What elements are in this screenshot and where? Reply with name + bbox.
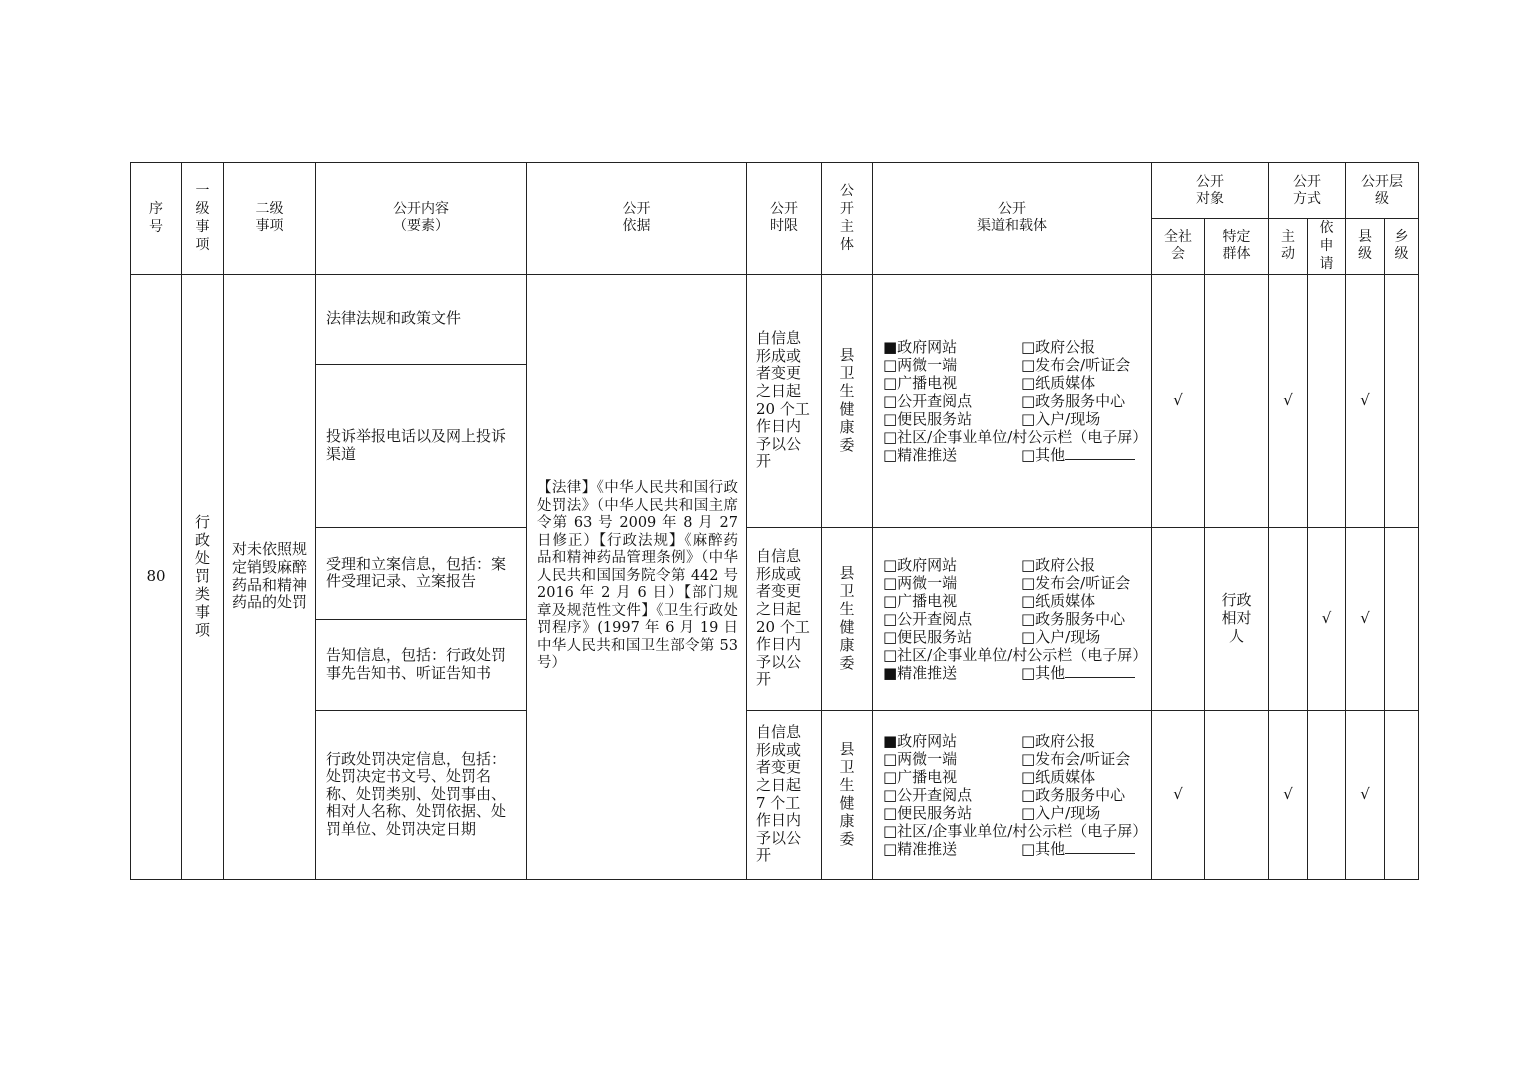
channel-option: □两微一端 xyxy=(883,355,958,374)
header-basis: 公开 依据 xyxy=(527,163,747,275)
method-request-check: √ xyxy=(1308,527,1346,710)
channel-option: ■精准推送 xyxy=(883,663,958,682)
channel-option: □广播电视 xyxy=(883,767,958,786)
header-level-county: 县 级 xyxy=(1346,219,1385,275)
channel-option: □入户/现场 xyxy=(1021,627,1101,646)
group-subject: 县卫生健康委 xyxy=(822,710,873,879)
method-active-check xyxy=(1269,527,1308,710)
row-seq: 80 xyxy=(131,274,182,879)
header-channel: 公开 渠道和载体 xyxy=(873,163,1152,275)
header-level-town: 乡 级 xyxy=(1385,219,1419,275)
group-time: 自信息形成或者变更之日起 7 个工作日内予以公开 xyxy=(747,710,822,879)
channel-option: □纸质媒体 xyxy=(1021,373,1096,392)
group-channels xyxy=(873,710,1152,879)
level-town-check xyxy=(1385,527,1419,710)
header-method: 公开 方式 xyxy=(1269,163,1346,219)
content-item: 法律法规和政策文件 xyxy=(316,274,527,364)
channel-option: □公开查阅点 xyxy=(883,391,973,410)
row-level2: 对未依照规定销毁麻醉药品和精神药品的处罚 xyxy=(224,274,316,879)
channel-option: □广播电视 xyxy=(883,373,958,392)
table-row xyxy=(131,274,1419,364)
header-method-request: 依申请 xyxy=(1308,219,1346,275)
channel-option: □公开查阅点 xyxy=(883,609,973,628)
header-level: 公开层 级 xyxy=(1346,163,1419,219)
target-all-check: √ xyxy=(1152,274,1205,527)
level-county-check: √ xyxy=(1346,527,1385,710)
channel-option: □政府公报 xyxy=(1021,337,1096,356)
channel-option: □广播电视 xyxy=(883,591,958,610)
method-request-check xyxy=(1308,710,1346,879)
channel-option: □政府公报 xyxy=(1021,555,1096,574)
channel-option: □社区/企事业单位/村公示栏（电子屏） xyxy=(883,427,1148,446)
content-item: 投诉举报电话以及网上投诉渠道 xyxy=(316,364,527,527)
channel-option: □两微一端 xyxy=(883,573,958,592)
channel-option: □政务服务中心 xyxy=(1021,609,1126,628)
method-active-check: √ xyxy=(1269,274,1308,527)
header-subject: 公开主体 xyxy=(822,163,873,275)
header-method-active: 主 动 xyxy=(1269,219,1308,275)
channel-option: □社区/企事业单位/村公示栏（电子屏） xyxy=(883,645,1148,664)
table-row xyxy=(131,527,1419,619)
method-request-check xyxy=(1308,274,1346,527)
level-county-check: √ xyxy=(1346,274,1385,527)
target-specific: 行政相对人 xyxy=(1205,527,1269,710)
group-channels xyxy=(873,527,1152,710)
header-level2: 二级 事项 xyxy=(224,163,316,275)
blank-line xyxy=(1065,840,1135,854)
header-seq: 序号 xyxy=(131,163,182,275)
target-all-check: √ xyxy=(1152,710,1205,879)
header-time: 公开 时限 xyxy=(747,163,822,275)
channel-option-other: □其他 xyxy=(1021,664,1135,682)
channel-option: □政务服务中心 xyxy=(1021,391,1126,410)
channel-option: □入户/现场 xyxy=(1021,409,1101,428)
channel-option-other: □其他 xyxy=(1021,840,1135,858)
content-item: 告知信息，包括：行政处罚事先告知书、听证告知书 xyxy=(316,619,527,710)
content-item: 行政处罚决定信息，包括：处罚决定书文号、处罚名称、处罚类别、处罚事由、相对人名称、处罚依据、处罚单位、处罚决定日期 xyxy=(316,710,527,879)
channel-option: □政府网站 xyxy=(883,555,958,574)
row-basis: 【法律】《中华人民共和国行政处罚法》（中华人民共和国主席令第 63 号 2009 年 8 月 27 日修正）【行政法规】《麻醉药品和精神药品管理条例》（中华人民共和国国务院令第 442 号 2016 年 2 月 6 日）【部门规章及规范性文件】《卫生行政处罚程序》(1997 年 6 月 19 日中华人民共和国卫生部令第 53 号） xyxy=(527,274,747,879)
level-county-check: √ xyxy=(1346,710,1385,879)
group-subject: 县卫生健康委 xyxy=(822,274,873,527)
channel-option: ■政府网站 xyxy=(883,337,958,356)
channel-option: □便民服务站 xyxy=(883,803,973,822)
channel-option-other: □其他 xyxy=(1021,446,1135,464)
channel-option: □便民服务站 xyxy=(883,409,973,428)
level-town-check xyxy=(1385,274,1419,527)
channel-option: □政府公报 xyxy=(1021,731,1096,750)
target-specific xyxy=(1205,710,1269,879)
header-level1: 一级事项 xyxy=(182,163,224,275)
disclosure-table xyxy=(130,162,1419,880)
channel-option: □精准推送 xyxy=(883,839,958,858)
channel-option: □政务服务中心 xyxy=(1021,785,1126,804)
target-specific xyxy=(1205,274,1269,527)
channel-option: □发布会/听证会 xyxy=(1021,749,1131,768)
header-content: 公开内容 （要素） xyxy=(316,163,527,275)
group-channels xyxy=(873,274,1152,527)
content-item: 受理和立案信息，包括：案件受理记录、立案报告 xyxy=(316,527,527,619)
header-row-1 xyxy=(131,163,1419,219)
channel-option: □发布会/听证会 xyxy=(1021,573,1131,592)
level-town-check xyxy=(1385,710,1419,879)
channel-option: □社区/企事业单位/村公示栏（电子屏） xyxy=(883,821,1148,840)
channel-option: □纸质媒体 xyxy=(1021,767,1096,786)
channel-option: □发布会/听证会 xyxy=(1021,355,1131,374)
channel-option: □入户/现场 xyxy=(1021,803,1101,822)
channel-option: □纸质媒体 xyxy=(1021,591,1096,610)
table-row xyxy=(131,710,1419,879)
group-time: 自信息形成或者变更之日起 20 个工作日内予以公开 xyxy=(747,527,822,710)
group-time: 自信息形成或者变更之日起 20 个工作日内予以公开 xyxy=(747,274,822,527)
header-target-specific: 特定 群体 xyxy=(1205,219,1269,275)
method-active-check: √ xyxy=(1269,710,1308,879)
channel-option: □公开查阅点 xyxy=(883,785,973,804)
channel-option: □便民服务站 xyxy=(883,627,973,646)
target-all-check xyxy=(1152,527,1205,710)
channel-option: ■政府网站 xyxy=(883,731,958,750)
blank-line xyxy=(1065,446,1135,460)
channel-option: □精准推送 xyxy=(883,445,958,464)
channel-option: □两微一端 xyxy=(883,749,958,768)
blank-line xyxy=(1065,664,1135,678)
group-subject: 县卫生健康委 xyxy=(822,527,873,710)
header-target-all: 全社 会 xyxy=(1152,219,1205,275)
row-level1: 行政处罚类事项 xyxy=(182,274,224,879)
header-target: 公开 对象 xyxy=(1152,163,1269,219)
